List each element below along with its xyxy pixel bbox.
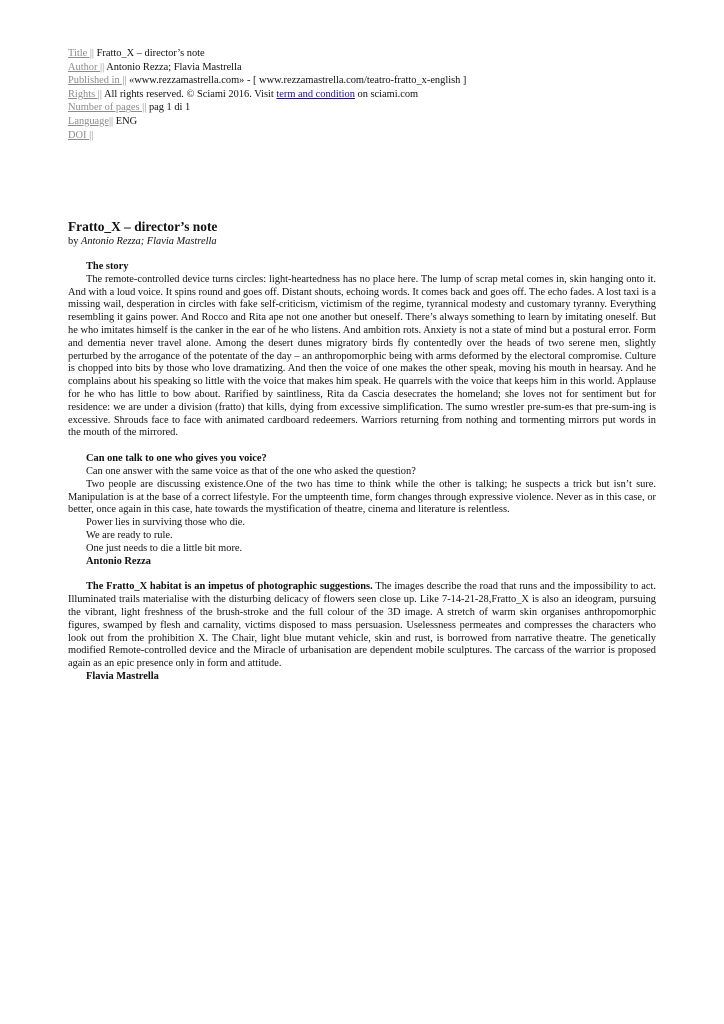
article: [68, 219, 656, 684]
voice-line: Power lies in surviving those who die.: [86, 517, 246, 529]
meta-rights-label[interactable]: Rights ||: [68, 88, 102, 100]
voice-line: One just needs to die a little bit more.: [86, 542, 243, 554]
meta-title-row: [68, 47, 466, 61]
meta-pages-label[interactable]: Number of pages ||: [68, 102, 147, 114]
habitat-paragraph: [68, 581, 656, 671]
signature-mastrella: Flavia Mastrella: [86, 670, 159, 682]
meta-language-value: ENG: [115, 115, 138, 127]
meta-language-label[interactable]: Language||: [68, 115, 114, 127]
meta-author-row: [68, 61, 466, 75]
meta-rights-text: All rights reserved. © Sciami 2016. Visit: [103, 88, 274, 100]
meta-published-value: «www.rezzamastrella.com» - [ www.rezzamastrella.com/teatro-fratto_x-english ]: [129, 75, 467, 87]
metadata-block: [68, 47, 466, 142]
habitat-lead: The Fratto_X habitat is an impetus of photographic suggestions.: [86, 581, 373, 593]
meta-published-label[interactable]: Published in ||: [68, 75, 127, 87]
meta-published-row: [68, 74, 466, 88]
meta-title-label[interactable]: Title ||: [68, 48, 95, 59]
meta-doi-row: [68, 129, 466, 143]
signature-rezza: Antonio Rezza: [86, 555, 151, 567]
voice-paragraph: Two people are discussing existence.One of the two has time to think while the other is talking; he suspects a trick but isn’t sure. Manipulation is at the base of a correct lifestyle. For the umpteenth time, form changes through expressive violence. Never as in this case, or better, once again in this case, hate towards the mystification of theatre, cinema and literature is relentless.: [68, 478, 656, 516]
byline-authors: Antonio Rezza; Flavia Mastrella: [81, 236, 217, 247]
meta-doi-label[interactable]: DOI ||: [68, 129, 94, 141]
meta-pages-row: [68, 101, 466, 115]
meta-language-row: [68, 115, 466, 129]
habitat-text: The images describe the road that runs and the impossibility to act. Illuminated trails materialise with the disturbing delicacy of flowers seen close up. Like 7-14-21-28,Fratto_X is also an ideogram, pursuing the vibrant, light freshness of the brush-stroke and the full colour of the 3D image. A stretch of warm skin organises anthropomorphic figures, swamped by flesh and carnality, victims disposed to mass persuasion. Uselessness permeates and compresses the characters who look out from the prohibition X. The Chair, light blue mutant vehicle, skin and rust, is borrowed from narrative theatre. The genetically modified Remote-controlled device and the Miracle of urbanisation are dependent mobile sculptures. The carcass of the warrior is proposed again as an epic presence only in form and attitude.: [68, 581, 656, 670]
meta-title-value: Fratto_X – director’s note: [96, 48, 205, 59]
voice-line: We are ready to rule.: [86, 529, 173, 541]
meta-rights-suffix: on sciami.com: [357, 88, 419, 100]
story-heading: The story: [86, 261, 129, 272]
meta-rights-row: [68, 88, 466, 102]
terms-link[interactable]: term and condition: [276, 88, 355, 100]
story-paragraph: The remote-controlled device turns circles: light-heartedness has no place here. The lump of scrap metal comes in, skin hanging onto it. And with a loud voice. It spins round and goes off. Distant shouts, echoing words. It comes back and goes off. The echo fades. A lost taxi is a missing wail, desperation in circles with fake self-criticism, victimism of the regime, tyrannical modesty and customary tyranny. Everything resembling it gains power. And Rocco and Rita ape not one another but oneself. There’s always something to learn by imitating oneself. But he who imitates himself is the canker in the ear of he who listens. And ambition rots. Anxiety is not a state of mind but a postural error. Form and dementia never travel alone. Among the desert dunes migratory birds fly contentedly over the heads of two serene men, slightly perturbed by the arrogance of the potentate of the day – an anthropomorphic being with arms deformed by the electoral compromise. Culture is chopped into bits by those who love dramatizing. And then the voice of one makes the other speak, moving his mouth in hearsay. And he complains about his speaking so little with the voice that makes him speak. He quarrels with the voice that keeps him in this world. Applause for he who has little to bow about. Rarified by saintliness, Rita da Cascia desecrates the homeland; she loves not for sentiment but for residence: we are under a division (fratto) that kills, dying from excessive simplification. The sumo wrestler pre-sum-es that pre-sum-ing is excessive. Shrouds face to face with animated cardboard redeemers. Warriors returning from nothing and tormenting mirrors put words in the mouth of the mirrored.: [68, 273, 656, 439]
meta-author-value: Antonio Rezza; Flavia Mastrella: [106, 61, 242, 73]
article-title: Fratto_X – director’s note: [68, 219, 218, 234]
voice-line: Can one answer with the same voice as that of the one who asked the question?: [86, 465, 416, 477]
meta-pages-value: pag 1 di 1: [148, 102, 191, 114]
byline: [68, 235, 656, 248]
byline-prefix: by: [68, 236, 79, 247]
meta-author-label[interactable]: Author ||: [68, 61, 105, 73]
voice-heading: Can one talk to one who gives you voice?: [86, 453, 267, 465]
